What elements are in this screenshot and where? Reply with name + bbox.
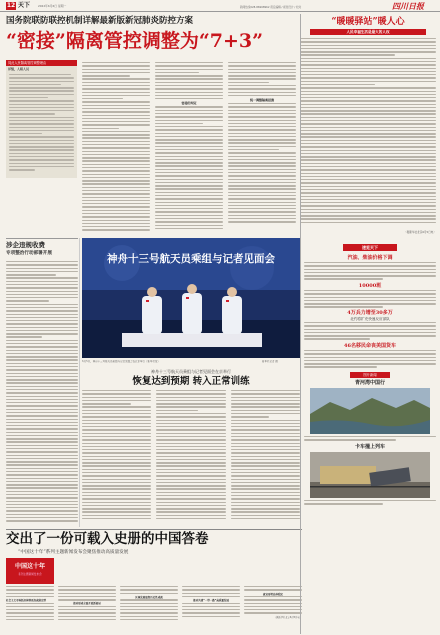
landscape-image: [310, 388, 430, 434]
right-title: “暖暖驿站”暖人心: [331, 17, 405, 27]
summary-label: 同此人民隔离管控调整理由: [6, 60, 77, 66]
page-number: 12: [6, 2, 16, 9]
brief-title-4: 46名移民命丧美国货车: [344, 343, 396, 349]
bottom-sub-1: 社会主义市场经济体制更加成熟定型: [6, 599, 47, 603]
photo-credit: 新华社记者 摄: [262, 360, 278, 363]
bottom-sub-5: 就业形势总体稳定: [262, 592, 283, 596]
lead-subhead-1: 密接的判定: [181, 101, 197, 106]
midleft-story: [6, 238, 78, 526]
date-line: 2022年6月6日 星期一: [38, 4, 67, 8]
photo-news-1-title: 青河湾中国行: [354, 380, 385, 386]
bottom-subhead: “中国这十年”系列主题新闻发布会聚焦推动高质量发展: [18, 550, 129, 555]
photo-caption: 6月5日，神舟十三号航天员乘组与记者见面会在北京举行（新华社发）: [82, 360, 160, 363]
bottom-sub-3: 区域发展取得历史性成就: [135, 595, 163, 599]
lead-body-col1: [82, 62, 150, 234]
photo-news-1: [310, 388, 430, 434]
page-header: [0, 0, 440, 12]
column-rule: [300, 14, 301, 634]
section-name: 天下: [18, 2, 31, 9]
photo-news-label: 图片新闻: [350, 372, 390, 378]
china-decade-logo: [6, 558, 54, 584]
lead-body-col2: [155, 62, 223, 234]
midleft-title: 涉企违规收费: [6, 241, 45, 249]
brief-title-3: 4万兵力增至30多万: [347, 310, 393, 316]
lead-subhead-2: 统一调整隔离措施: [249, 98, 274, 103]
right-source: （据新华社北京6月5日电）: [404, 231, 436, 234]
column-rule: [79, 238, 80, 527]
bottom-source: （据新华社北京6月5日电）: [273, 615, 302, 619]
brief-item-2: [304, 282, 436, 310]
shenzhou-kicker: 神舟十三号航天员乘组与记者见面会在京举行: [151, 369, 231, 374]
photo-news-2: [310, 452, 430, 498]
shenzhou-body: [82, 390, 300, 525]
bottom-body: [6, 586, 302, 634]
logo-subtext: 系列主题新闻发布会: [18, 573, 42, 576]
photo-news-2-title: 卡车撞上列车: [354, 444, 385, 450]
lead-headline: “密接”隔离管控调整为“7+3”: [6, 30, 264, 52]
editor-line: 新闻热线028-86968962 责任编辑 / 视觉设计 / 校对: [240, 5, 302, 9]
photo-banner: 神舟十三号航天员乘组与记者见面会: [107, 253, 275, 265]
right-story: [300, 16, 436, 242]
masthead-logo: 四川日报: [392, 1, 424, 11]
brief-item-4: [304, 342, 436, 370]
brief-title-2: 10000班: [358, 283, 382, 289]
briefs-column: [304, 244, 436, 634]
brief-subtitle-3: 北约将扩充快速反应部队: [350, 317, 390, 321]
summary-intro: 详情，人相人员: [8, 67, 30, 71]
bottom-headline: 交出了一份可载入史册的中国答卷: [6, 531, 209, 547]
midleft-subtitle: 专项整治行动部署开展: [6, 251, 52, 256]
lead-kicker: 国务院联防联控机制详解最新版新冠肺炎防控方案: [6, 16, 194, 26]
bottom-divider: [6, 529, 302, 530]
summary-box: [6, 60, 77, 178]
brief-item-1: [304, 254, 436, 282]
shenzhou-headline: 恢复达到预期 转入正常训练: [132, 376, 250, 387]
logo-text: 中国这十年: [14, 563, 45, 570]
bottom-sub-2: 推动形成全面开放新格局: [73, 602, 101, 606]
summary-text: [6, 73, 77, 177]
midleft-body: [6, 261, 78, 525]
bottom-sub-4: 推动共建“一带一路”高质量发展: [193, 599, 229, 603]
right-subtitle: 人民幸福生活是最大的人权: [310, 29, 426, 35]
right-col-a: [300, 38, 436, 228]
train-crash-image: [310, 452, 430, 498]
brief-title-1: 汽油、柴油价格下调: [347, 255, 393, 261]
brief-item-3: [304, 310, 436, 342]
main-photo: [82, 238, 300, 358]
briefs-label: 速览天下: [343, 244, 397, 251]
lead-body-col3: [228, 62, 296, 234]
